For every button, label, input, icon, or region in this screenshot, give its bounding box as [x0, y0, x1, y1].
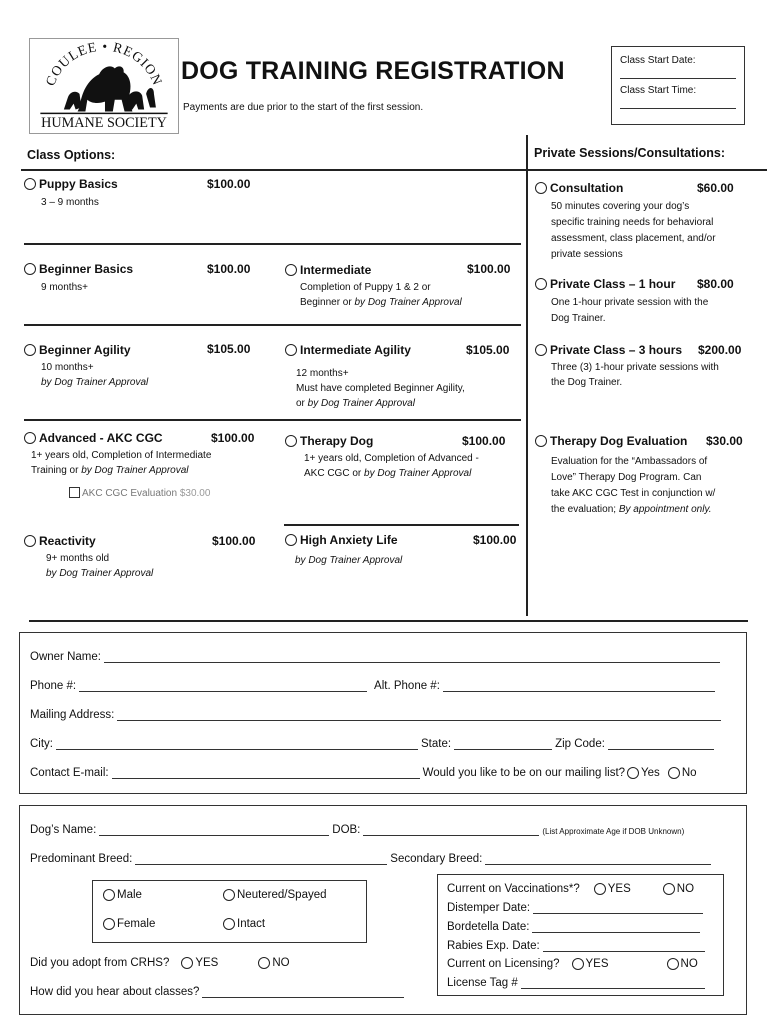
class-start-time-field[interactable] [620, 96, 736, 109]
reactivity-approval: by Dog Trainer Approval [46, 568, 154, 579]
intermediate-agility-price: $105.00 [466, 343, 510, 357]
owner-name-field[interactable] [104, 651, 720, 663]
high-anxiety-radio[interactable] [285, 534, 297, 546]
breed-row [30, 853, 714, 865]
advanced-cgc-option[interactable] [24, 431, 163, 445]
consultation-label: Consultation [550, 181, 624, 195]
logo [29, 38, 179, 134]
row-divider [24, 324, 521, 326]
beginner-agility-approval: by Dog Trainer Approval [41, 377, 149, 388]
private-3hr-desc-line: the Dog Trainer. [551, 377, 623, 388]
mailing-row [30, 709, 724, 721]
intermediate-agility-option[interactable] [285, 343, 411, 357]
private-1hr-option[interactable] [535, 277, 675, 291]
intermediate-label: Intermediate [300, 263, 372, 277]
therapy-eval-label: Therapy Dog Evaluation [550, 434, 688, 448]
adopt-no-radio[interactable] [258, 957, 270, 969]
therapy-eval-price: $30.00 [706, 434, 743, 448]
therapy-dog-radio[interactable] [285, 435, 297, 447]
private-1hr-label: Private Class – 1 hour [550, 277, 676, 291]
intermediate-agility-desc-line: Must have completed Beginner Agility, [296, 383, 465, 394]
beginner-agility-option[interactable] [24, 343, 131, 357]
intact-option[interactable] [221, 918, 265, 930]
consultation-desc-line: specific training needs for behavioral [551, 217, 714, 228]
therapy-dog-desc-line: 1+ years old, Completion of Advanced - [304, 453, 479, 464]
beginner-basics-price: $100.00 [207, 262, 251, 276]
akc-cgc-evaluation-checkbox[interactable] [69, 487, 80, 498]
mailing-list-yes-radio[interactable] [627, 767, 639, 779]
reactivity-option[interactable] [24, 534, 96, 548]
advanced-cgc-desc-line: 1+ years old, Completion of Intermediate [31, 450, 212, 461]
state-label: State: [421, 738, 452, 750]
row-divider [24, 243, 521, 245]
mailing-list-no-radio[interactable] [668, 767, 680, 779]
beginner-basics-label: Beginner Basics [39, 262, 134, 276]
therapy-dog-desc-text: AKC CGC or [304, 468, 365, 479]
beginner-basics-option[interactable] [24, 262, 133, 276]
bordetella-row [447, 921, 703, 933]
owner-name-row [30, 651, 723, 663]
vaccinations-row [447, 883, 694, 895]
beginner-agility-desc [41, 360, 148, 390]
reactivity-price: $100.00 [212, 534, 256, 548]
adopt-yes-radio[interactable] [181, 957, 193, 969]
license-tag-label: License Tag # [447, 977, 518, 989]
therapy-dog-approval: by Dog Trainer Approval [364, 468, 472, 479]
consultation-desc-line: private sessions [551, 249, 623, 260]
mailing-list-yes-label: Yes [641, 767, 660, 779]
licensing-yes-label: YES [585, 958, 609, 970]
therapy-dog-label: Therapy Dog [300, 434, 374, 448]
therapy-dog-price: $100.00 [462, 434, 506, 448]
consultation-price: $60.00 [697, 181, 734, 195]
beginner-basics-radio[interactable] [24, 263, 36, 275]
class-start-date-field[interactable] [620, 66, 736, 79]
adopt-yes-label: YES [195, 957, 219, 969]
logo-bottom-text: HUMANE SOCIETY [41, 115, 167, 132]
advanced-cgc-radio[interactable] [24, 432, 36, 444]
adopt-label: Did you adopt from CRHS? [30, 957, 170, 969]
female-label: Female [117, 918, 156, 930]
city-label: City: [30, 738, 53, 750]
consultation-option[interactable] [535, 181, 623, 195]
consultation-desc [551, 199, 716, 263]
intermediate-desc-line: Completion of Puppy 1 & 2 or [300, 282, 431, 293]
private-3hr-desc [551, 360, 719, 390]
adopt-no-label: NO [272, 957, 290, 969]
class-options-heading: Class Options: [27, 148, 116, 162]
beginner-agility-price: $105.00 [207, 342, 251, 356]
vaccinations-yes-label: YES [607, 883, 631, 895]
reactivity-desc [46, 551, 153, 581]
hear-field[interactable] [202, 986, 404, 998]
therapy-eval-appointment: By appointment only. [618, 504, 712, 515]
private-3hr-desc-line: Three (3) 1-hour private sessions with [551, 362, 719, 373]
mailing-address-field[interactable] [117, 709, 721, 721]
logo-arc-text: COULEE • REGION [42, 39, 166, 88]
advanced-cgc-label: Advanced - AKC CGC [39, 431, 163, 445]
license-tag-field[interactable] [521, 977, 705, 989]
email-row [30, 767, 697, 779]
beginner-basics-desc: 9 months+ [41, 282, 88, 293]
class-start-box [611, 46, 745, 125]
humane-society-logo-graphic [30, 39, 178, 133]
private-3hr-radio[interactable] [535, 344, 547, 356]
female-radio[interactable] [103, 918, 115, 930]
private-1hr-desc [551, 295, 708, 327]
email-field[interactable] [112, 767, 420, 779]
dob-label: DOB: [332, 824, 361, 836]
male-label: Male [117, 889, 142, 901]
intermediate-option[interactable] [285, 263, 371, 277]
private-3hr-option[interactable] [535, 343, 682, 357]
puppy-basics-price: $100.00 [207, 177, 251, 191]
vaccinations-no-radio[interactable] [663, 883, 675, 895]
phone-row [30, 680, 718, 692]
intermediate-price: $100.00 [467, 262, 511, 276]
hear-row [30, 986, 407, 998]
male-option[interactable] [101, 889, 142, 901]
dog-name-row [30, 824, 684, 836]
city-row [30, 738, 717, 750]
alt-phone-label: Alt. Phone #: [374, 680, 440, 692]
adopt-row [30, 957, 290, 969]
neutered-label: Neutered/Spayed [237, 889, 327, 901]
reactivity-label: Reactivity [39, 534, 96, 548]
puppy-basics-label: Puppy Basics [39, 177, 118, 191]
akc-cgc-evaluation-label: AKC CGC Evaluation [82, 488, 178, 499]
beginner-agility-label: Beginner Agility [39, 343, 131, 357]
secondary-breed-label: Secondary Breed: [390, 853, 483, 865]
reactivity-radio[interactable] [24, 535, 36, 547]
advanced-cgc-desc-line [31, 463, 211, 478]
rabies-field[interactable] [543, 940, 705, 952]
advanced-cgc-desc [31, 448, 211, 478]
puppy-basics-radio[interactable] [24, 178, 36, 190]
high-anxiety-approval: by Dog Trainer Approval [295, 555, 403, 566]
city-field[interactable] [56, 738, 418, 750]
intermediate-desc [300, 280, 462, 310]
email-label: Contact E-mail: [30, 767, 109, 779]
therapy-eval-desc-line [551, 502, 715, 518]
therapy-eval-desc-line: Evaluation for the “Ambassadors of [551, 456, 708, 467]
therapy-dog-desc-line [304, 466, 479, 481]
intermediate-agility-desc-line: 12 months+ [296, 368, 349, 379]
vaccinations-label: Current on Vaccinations*? [447, 883, 580, 895]
advanced-cgc-approval: by Dog Trainer Approval [81, 465, 189, 476]
distemper-label: Distemper Date: [447, 902, 531, 914]
dog-name-label: Dog’s Name: [30, 824, 97, 836]
intermediate-agility-radio[interactable] [285, 344, 297, 356]
zip-label: Zip Code: [555, 738, 605, 750]
private-1hr-desc-line: Dog Trainer. [551, 313, 606, 324]
male-radio[interactable] [103, 889, 115, 901]
high-anxiety-price: $100.00 [473, 533, 517, 547]
row-divider [24, 419, 521, 421]
phone-label: Phone #: [30, 680, 77, 692]
akc-cgc-evaluation-price: $30.00 [179, 488, 211, 499]
class-start-date-label: Class Start Date: [620, 55, 696, 66]
mailing-list-label: Would you like to be on our mailing list? [422, 767, 626, 779]
phone-field[interactable] [79, 680, 367, 692]
intermediate-desc-text: Beginner or [300, 297, 355, 308]
dob-field[interactable] [363, 824, 539, 836]
mailing-address-label: Mailing Address: [30, 709, 115, 721]
intact-radio[interactable] [223, 918, 235, 930]
private-1hr-desc-line: One 1-hour private session with the [551, 297, 709, 308]
puppy-basics-option[interactable] [24, 177, 118, 191]
consultation-desc-line: 50 minutes covering your dog’s [551, 201, 690, 212]
therapy-eval-radio[interactable] [535, 435, 547, 447]
dob-note: (List Approximate Age if DOB Unknown) [542, 827, 685, 836]
alt-phone-field[interactable] [443, 680, 715, 692]
bordetella-field[interactable] [532, 921, 700, 933]
intermediate-approval-text: by Dog Trainer Approval [354, 297, 462, 308]
private-3hr-label: Private Class – 3 hours [550, 343, 683, 357]
breed-field[interactable] [135, 853, 387, 865]
distemper-field[interactable] [533, 902, 703, 914]
secondary-breed-field[interactable] [485, 853, 711, 865]
licensing-no-radio[interactable] [667, 958, 679, 970]
bordetella-label: Bordetella Date: [447, 921, 530, 933]
vaccinations-no-label: NO [676, 883, 695, 895]
intermediate-agility-desc [296, 366, 465, 411]
therapy-eval-desc-text: the evaluation; [551, 504, 619, 515]
payment-note: Payments are due prior to the start of the first session. [183, 102, 424, 113]
therapy-eval-desc-line: take AKC CGC Test in conjunction w/ [551, 488, 716, 499]
advanced-cgc-desc-text: Training or [31, 465, 82, 476]
consultation-desc-line: assessment, class placement, and/or [551, 233, 716, 244]
neutered-radio[interactable] [223, 889, 235, 901]
private-1hr-radio[interactable] [535, 278, 547, 290]
intermediate-desc-line [300, 295, 462, 310]
high-anxiety-option[interactable] [285, 533, 398, 547]
akc-cgc-evaluation-option[interactable] [69, 486, 210, 501]
intermediate-agility-approval: by Dog Trainer Approval [307, 398, 415, 409]
hear-label: How did you hear about classes? [30, 986, 200, 998]
mailing-list-no-label: No [681, 767, 697, 779]
puppy-basics-desc: 3 – 9 months [41, 197, 99, 208]
therapy-dog-option[interactable] [285, 434, 373, 448]
page-title: DOG TRAINING REGISTRATION [181, 57, 565, 85]
state-field[interactable] [454, 738, 552, 750]
therapy-eval-option[interactable] [535, 434, 687, 448]
beginner-agility-radio[interactable] [24, 344, 36, 356]
section-divider [29, 620, 748, 622]
dog-name-field[interactable] [99, 824, 329, 836]
intermediate-radio[interactable] [285, 264, 297, 276]
beginner-agility-desc-line: 10 months+ [41, 362, 94, 373]
female-option[interactable] [101, 918, 155, 930]
rabies-label: Rabies Exp. Date: [447, 940, 540, 952]
therapy-eval-desc-line: Love” Therapy Dog Program. Can [551, 472, 702, 483]
row-divider [284, 524, 519, 526]
private-sessions-heading: Private Sessions/Consultations: [534, 146, 726, 160]
licensing-label: Current on Licensing? [447, 958, 560, 970]
distemper-row [447, 902, 706, 914]
rabies-row [447, 940, 708, 952]
vaccinations-yes-radio[interactable] [594, 883, 606, 895]
high-anxiety-label: High Anxiety Life [300, 533, 398, 547]
owner-name-label: Owner Name: [30, 651, 101, 663]
licensing-no-label: NO [680, 958, 698, 970]
intact-label: Intact [237, 918, 266, 930]
consultation-radio[interactable] [535, 182, 547, 194]
neutered-option[interactable] [221, 889, 327, 901]
column-divider [526, 135, 528, 616]
intermediate-agility-label: Intermediate Agility [300, 343, 411, 357]
reactivity-desc-line: 9+ months old [46, 553, 110, 564]
class-start-time-label: Class Start Time: [620, 85, 697, 96]
advanced-cgc-price: $100.00 [211, 431, 255, 445]
private-3hr-price: $200.00 [698, 343, 742, 357]
licensing-row [447, 958, 698, 970]
private-1hr-price: $80.00 [697, 277, 734, 291]
breed-label: Predominant Breed: [30, 853, 133, 865]
therapy-eval-desc [551, 454, 715, 518]
therapy-dog-desc [304, 451, 479, 481]
header-divider [21, 169, 767, 171]
intermediate-agility-desc-line [296, 396, 465, 411]
zip-field[interactable] [608, 738, 714, 750]
intermediate-agility-desc-text: or [296, 398, 308, 409]
licensing-yes-radio[interactable] [572, 958, 584, 970]
license-tag-row [447, 977, 708, 989]
